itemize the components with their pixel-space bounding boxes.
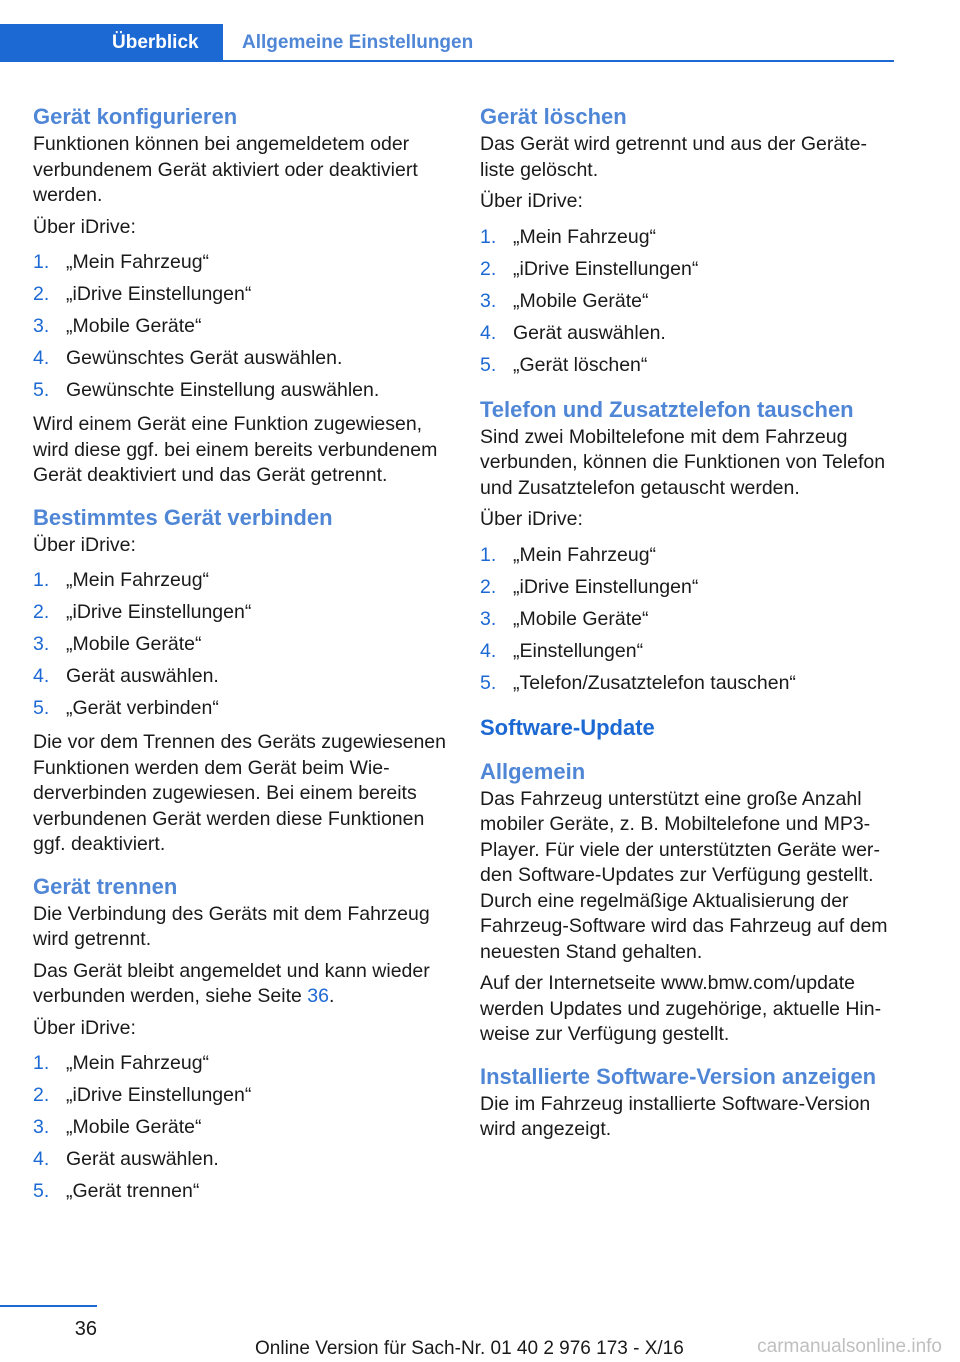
list-item-text: „iDrive Einstellungen“ bbox=[66, 1084, 252, 1106]
list-item-text: „Mobile Geräte“ bbox=[66, 315, 202, 337]
steps-tauschen bbox=[480, 539, 895, 699]
list-item bbox=[33, 1175, 448, 1207]
list-item-text: „Gerät verbinden“ bbox=[66, 697, 219, 719]
list-item bbox=[480, 349, 895, 381]
paragraph: Die Verbindung des Geräts mit dem Fahrzeug wird getrennt. bbox=[33, 902, 430, 950]
list-item bbox=[33, 310, 448, 342]
footer-rule bbox=[0, 1305, 97, 1307]
list-item bbox=[480, 571, 895, 603]
list-item bbox=[33, 1143, 448, 1175]
list-item bbox=[33, 1079, 448, 1111]
paragraph: Über iDrive: bbox=[33, 1016, 136, 1039]
list-item-text: „Gerät trennen“ bbox=[66, 1180, 200, 1202]
list-item-text: Gerät auswählen. bbox=[66, 665, 219, 687]
list-number: 4. bbox=[480, 321, 497, 344]
list-item-text: „Mobile Geräte“ bbox=[66, 1116, 202, 1138]
list-item bbox=[480, 667, 895, 699]
paragraph: Das Fahrzeug unterstützt eine große Anzahl mobiler Geräte, z. B. Mobiltelefone und MP3-Player. Für viele der unterstützten Geräte werden Software-Updates zur Verfügung gestellt. Durch eine regelmäßige Aktualisierung der Fahrzeug-Software wird das Fahrzeug auf dem neuesten Stand gehalten. bbox=[480, 787, 888, 963]
page-number: 36 bbox=[74, 1318, 97, 1340]
list-number: 4. bbox=[33, 665, 50, 687]
list-number: 2. bbox=[480, 575, 497, 598]
list-number: 5. bbox=[33, 697, 50, 719]
list-number: 4. bbox=[33, 347, 50, 369]
steps-loeschen bbox=[480, 221, 895, 381]
list-item-text: „Mein Fahrzeug“ bbox=[66, 569, 210, 591]
list-number: 2. bbox=[480, 257, 497, 280]
heading-geraet-loeschen: Gerät löschen bbox=[480, 104, 627, 129]
list-item bbox=[33, 596, 448, 628]
paragraph: Die im Fahrzeug installierte Software-Version wird angezeigt. bbox=[480, 1092, 871, 1140]
steps-verbinden bbox=[33, 564, 448, 724]
list-item-text: Gewünschtes Gerät auswählen. bbox=[66, 347, 343, 369]
text: . bbox=[328, 985, 335, 1007]
list-item-text: Gewünschte Einstellung auswählen. bbox=[66, 379, 380, 401]
list-number: 1. bbox=[480, 543, 497, 566]
list-item bbox=[33, 628, 448, 660]
header-tabbar bbox=[0, 24, 894, 62]
list-item-text: „Einstellungen“ bbox=[513, 639, 644, 662]
paragraph: Über iDrive: bbox=[480, 190, 583, 212]
list-number: 1. bbox=[33, 1052, 50, 1074]
paragraph: Die vor dem Trennen des Geräts zugewiesenen Funktionen werden dem Gerät beim Wiederverbinden zugewiesen. Bei einem bereits verbundenen Gerät werden diese Funktionen ggf. deaktiviert. bbox=[33, 731, 446, 855]
list-number: 5. bbox=[33, 379, 50, 401]
list-number: 4. bbox=[33, 1148, 50, 1170]
list-item-text: Gerät auswählen. bbox=[513, 321, 666, 344]
list-number: 5. bbox=[480, 353, 497, 376]
list-number: 1. bbox=[33, 569, 50, 591]
list-item bbox=[33, 692, 448, 724]
paragraph: Sind zwei Mobiltelefone mit dem Fahrzeug verbunden, können die Funktionen von Telefon und Zusatztelefon getauscht werden. bbox=[480, 425, 886, 499]
list-number: 3. bbox=[480, 289, 497, 312]
list-item bbox=[33, 660, 448, 692]
list-item-text: „iDrive Einstellungen“ bbox=[513, 575, 699, 598]
list-number: 2. bbox=[33, 601, 50, 623]
list-item bbox=[33, 246, 448, 278]
list-item bbox=[33, 278, 448, 310]
list-item-text: „Mein Fahrzeug“ bbox=[66, 251, 210, 273]
list-item-text: „Gerät löschen“ bbox=[513, 353, 648, 376]
tab-ueberblick[interactable]: Überblick bbox=[0, 24, 223, 62]
heading-geraet-konfigurieren: Gerät konfigurieren bbox=[33, 104, 238, 129]
page-link[interactable]: 36 bbox=[307, 985, 329, 1007]
heading-geraet-trennen: Gerät trennen bbox=[33, 873, 178, 899]
steps-trennen bbox=[33, 1047, 448, 1207]
list-item bbox=[480, 635, 895, 667]
list-number: 5. bbox=[33, 1180, 50, 1202]
list-item bbox=[33, 1111, 448, 1143]
paragraph-with-page-link bbox=[33, 959, 448, 1010]
paragraph: Auf der Internetseite www.bmw.com/update werden Updates und zugehörige, aktuelle Hinweise zur Verfügung gestellt. bbox=[480, 972, 882, 1045]
list-number: 2. bbox=[33, 1084, 50, 1106]
list-item-text: „Mein Fahrzeug“ bbox=[66, 1052, 210, 1074]
list-number: 3. bbox=[480, 607, 497, 630]
list-item-text: „iDrive Einstellungen“ bbox=[513, 257, 699, 280]
heading-software-version: Installierte Software-Version anzeigen bbox=[480, 1063, 877, 1089]
list-number: 1. bbox=[480, 225, 497, 248]
list-number: 1. bbox=[33, 251, 50, 273]
list-item bbox=[480, 285, 895, 317]
list-number: 4. bbox=[480, 639, 497, 662]
edition-note: Online Version für Sach-Nr. 01 40 2 976 173 - X/16 bbox=[255, 1338, 684, 1359]
paragraph: Wird einem Gerät eine Funktion zugewiesen, wird diese ggf. bei einem bereits verbundenem Gerät deaktiviert und das Gerät getrennt. bbox=[33, 413, 438, 486]
list-item-text: „Mein Fahrzeug“ bbox=[513, 543, 657, 566]
list-item-text: „Telefon/Zusatztelefon tauschen“ bbox=[513, 671, 796, 694]
watermark: carmanualsonline.info bbox=[757, 1336, 942, 1357]
paragraph: Über iDrive: bbox=[33, 533, 136, 556]
paragraph: Über iDrive: bbox=[480, 508, 583, 530]
list-item bbox=[480, 603, 895, 635]
heading-bestimmtes-geraet-verbinden: Bestimmtes Gerät verbinden bbox=[33, 504, 333, 530]
list-number: 2. bbox=[33, 283, 50, 305]
list-item bbox=[33, 1047, 448, 1079]
heading-telefon-tauschen: Telefon und Zusatztelefon tauschen bbox=[480, 396, 854, 422]
list-number: 3. bbox=[33, 1116, 50, 1138]
list-number: 5. bbox=[480, 671, 497, 694]
list-item-text: „iDrive Einstellungen“ bbox=[66, 601, 252, 623]
list-item-text: „iDrive Einstellungen“ bbox=[66, 283, 252, 305]
text: Das Gerät bleibt angemeldet und kann wieder verbunden werden, siehe Seite bbox=[33, 959, 430, 1007]
list-item bbox=[33, 342, 448, 374]
paragraph: Das Gerät wird getrennt und aus der Geräteliste gelöscht. bbox=[480, 133, 867, 181]
list-item bbox=[33, 374, 448, 406]
list-item bbox=[33, 564, 448, 596]
list-item-text: „Mobile Geräte“ bbox=[513, 289, 649, 312]
heading-software-update: Software-Update bbox=[480, 714, 655, 740]
paragraph: Über iDrive: bbox=[33, 215, 136, 238]
list-number: 3. bbox=[33, 315, 50, 337]
right-column bbox=[480, 102, 895, 1149]
paragraph: Funktionen können bei angemeldetem oder verbundenem Gerät aktiviert oder deaktiviert werden. bbox=[33, 133, 418, 206]
list-item-text: „Mein Fahrzeug“ bbox=[513, 225, 657, 248]
list-item-text: „Mobile Geräte“ bbox=[513, 607, 649, 630]
steps-konfigurieren bbox=[33, 246, 448, 406]
list-item-text: „Mobile Geräte“ bbox=[66, 633, 202, 655]
list-item-text: Gerät auswählen. bbox=[66, 1148, 219, 1170]
tab-allgemeine-einstellungen[interactable]: Allgemeine Einstellungen bbox=[223, 24, 894, 62]
heading-allgemein: Allgemein bbox=[480, 758, 586, 784]
list-item bbox=[480, 539, 895, 571]
left-column bbox=[33, 102, 448, 1213]
list-item bbox=[480, 253, 895, 285]
list-item bbox=[480, 317, 895, 349]
list-item bbox=[480, 221, 895, 253]
list-number: 3. bbox=[33, 633, 50, 655]
